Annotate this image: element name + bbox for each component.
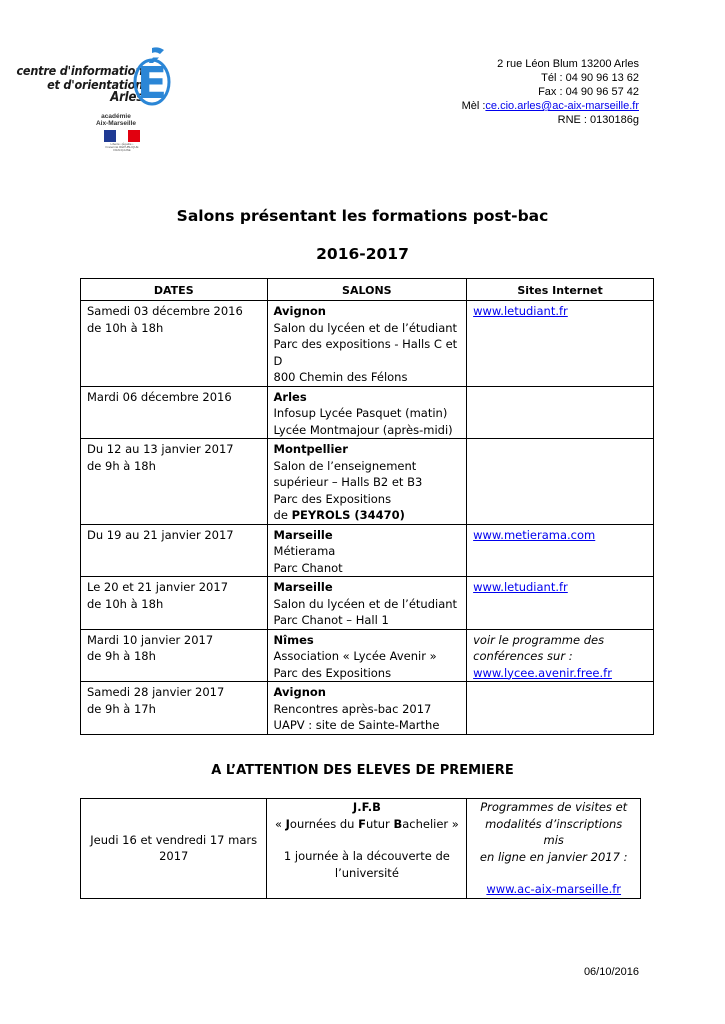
- premiere-date-cell: [81, 799, 267, 899]
- table-row: [81, 439, 654, 525]
- date-line: de 9h à 18h: [87, 458, 156, 473]
- flag-red-band: [128, 130, 140, 142]
- site-note-line: voir le programme des: [473, 632, 605, 647]
- row-site-cell: [467, 682, 654, 735]
- salon-line: Association « Lycée Avenir »: [273, 649, 437, 663]
- salon-city: Avignon: [273, 685, 326, 699]
- republique-text: Liberté • Égalité • Fraternité RÉPUBLIQUE FRANÇAISE: [105, 142, 139, 152]
- jfb-fullname: [273, 816, 460, 833]
- page-year: 2016-2017: [316, 245, 409, 263]
- logo-line-1: centre d'information: [16, 63, 143, 78]
- row-date-cell: [81, 301, 268, 387]
- site-link[interactable]: www.lycee.avenir.free.fr: [473, 665, 612, 680]
- date-line: Du 12 au 13 janvier 2017: [87, 442, 234, 456]
- premiere-site-link[interactable]: www.ac-aix-marseille.fr: [486, 882, 622, 896]
- salon-city: Montpellier: [273, 442, 348, 456]
- row-site-cell: [467, 439, 654, 525]
- row-date-cell: [81, 439, 268, 525]
- logo-line-2: et d'orientation: [47, 77, 143, 92]
- row-date-cell: [81, 577, 268, 630]
- salon-city: Nîmes: [273, 632, 314, 647]
- row-site-cell: [467, 301, 654, 387]
- date-line: Samedi 03 décembre 2016: [87, 304, 243, 318]
- spacer: [273, 832, 460, 848]
- jfb-desc-line: l’université: [334, 865, 399, 880]
- row-salon-cell: [267, 439, 467, 525]
- contact-mel: [462, 99, 639, 113]
- row-salon-cell: [267, 386, 467, 439]
- salon-city: Avignon: [273, 304, 326, 318]
- french-flag-icon: [104, 130, 140, 142]
- row-date-cell: [81, 386, 268, 439]
- table-row: [81, 799, 641, 899]
- site-link[interactable]: www.metierama.com: [473, 527, 596, 542]
- table-row: [81, 682, 654, 735]
- row-date-cell: [81, 524, 268, 577]
- premiere-note-line: modalités d’inscriptions mis: [485, 816, 623, 847]
- jfb-word: ournées du: [289, 816, 359, 831]
- row-date-cell: [81, 682, 268, 735]
- premiere-heading: A L’ATTENTION DES ELEVES DE PREMIERE: [211, 763, 514, 778]
- jfb-letter: J: [285, 816, 290, 831]
- row-salon-cell: [267, 301, 467, 387]
- premiere-site-cell: [467, 799, 641, 899]
- row-site-cell: [467, 577, 654, 630]
- header-sites: Sites Internet: [467, 279, 654, 301]
- logo-academie-label: académie: [101, 113, 131, 120]
- header-salons: SALONS: [267, 279, 467, 301]
- flag-blue-band: [104, 130, 116, 142]
- salon-line: Salon du lycéen et de l’étudiant: [273, 596, 458, 611]
- contact-address: 2 rue Léon Blum 13200 Arles: [497, 58, 639, 70]
- salon-line-bold: PEYROLS (34470): [291, 508, 405, 522]
- salon-line: Parc des expositions - Halls C et D: [273, 337, 458, 368]
- date-line: Le 20 et 21 janvier 2017: [87, 580, 229, 594]
- salon-line: 800 Chemin des Félons: [273, 370, 408, 384]
- row-site-cell: [467, 386, 654, 439]
- site-link[interactable]: www.letudiant.fr: [473, 304, 568, 318]
- jfb-word: utur: [365, 816, 394, 831]
- jfb-quote-open: «: [274, 816, 286, 831]
- contact-block: [462, 57, 639, 127]
- jfb-letter: F: [358, 816, 366, 831]
- salon-city: Arles: [273, 389, 307, 404]
- date-line: de 10h à 18h: [87, 320, 164, 335]
- salons-table: [80, 278, 654, 735]
- premiere-note-line: en ligne en janvier 2017 :: [479, 849, 628, 864]
- salon-line: supérieur – Halls B2 et B3: [273, 475, 423, 489]
- table-row: [81, 301, 654, 387]
- date-line: Mardi 10 janvier 2017: [87, 632, 214, 647]
- page-title: Salons présentant les formations post-bac: [176, 207, 549, 225]
- logo-e-letter: É: [136, 58, 168, 106]
- jfb-word: achelier: [402, 816, 449, 831]
- row-salon-cell: [267, 524, 467, 577]
- salon-line: Salon du lycéen et de l’étudiant: [273, 320, 458, 335]
- contact-fax: Fax : 04 90 96 57 42: [538, 86, 639, 98]
- premiere-date-line: 2017: [159, 849, 189, 864]
- salon-line: Lycée Montmajour (après-midi): [273, 422, 453, 437]
- table-header-row: [81, 279, 654, 301]
- salon-city: Marseille: [273, 580, 333, 594]
- date-line: Samedi 28 janvier 2017: [87, 685, 225, 699]
- salon-city: Marseille: [273, 527, 333, 542]
- row-site-cell: [467, 629, 654, 682]
- row-salon-cell: [267, 629, 467, 682]
- cio-logo: [16, 40, 185, 155]
- contact-rne: RNE : 0130186g: [557, 114, 639, 126]
- table-row: [81, 524, 654, 577]
- salon-line: Parc des Expositions: [273, 665, 392, 680]
- salon-line: UAPV : site de Sainte-Marthe: [273, 718, 440, 732]
- logo-academie: [88, 113, 144, 127]
- footer-date: 06/10/2016: [583, 966, 639, 978]
- premiere-note-line: Programmes de visites et: [480, 800, 628, 814]
- salon-line: [274, 507, 461, 524]
- logo-e-icon: [132, 46, 180, 106]
- contact-email-link[interactable]: ce.cio.arles@ac-aix-marseille.fr: [485, 100, 639, 112]
- date-line: Mardi 06 décembre 2016: [87, 389, 232, 404]
- header-dates: DATES: [81, 279, 268, 301]
- site-link[interactable]: www.letudiant.fr: [473, 580, 568, 594]
- salon-line: Parc Chanot – Hall 1: [273, 613, 389, 627]
- row-date-cell: [81, 629, 268, 682]
- spacer: [473, 865, 634, 881]
- jfb-title: J.F.B: [352, 800, 381, 814]
- jfb-desc-line: 1 journée à la découverte de: [283, 849, 450, 863]
- salon-line: Rencontres après-bac 2017: [273, 701, 432, 716]
- salon-line: Infosup Lycée Pasquet (matin): [273, 406, 448, 420]
- row-salon-cell: [267, 577, 467, 630]
- site-note-line: conférences sur :: [473, 649, 573, 663]
- date-line: Du 19 au 21 janvier 2017: [87, 527, 234, 542]
- jfb-quote-close: »: [448, 816, 459, 831]
- table-row: [81, 629, 654, 682]
- salon-line-prefix: de: [273, 508, 292, 522]
- table-row: [81, 577, 654, 630]
- salon-line: Parc Chanot: [273, 560, 343, 575]
- row-salon-cell: [267, 682, 467, 735]
- contact-mel-label: Mèl :: [461, 100, 486, 112]
- table-row: [81, 386, 654, 439]
- salon-line: Parc des Expositions: [273, 491, 392, 506]
- premiere-date-line: Jeudi 16 et vendredi 17 mars: [90, 832, 258, 847]
- row-site-cell: [467, 524, 654, 577]
- salon-line: Salon de l’enseignement: [273, 458, 417, 473]
- logo-line-3: Arles: [110, 90, 143, 105]
- jfb-letter: B: [393, 816, 403, 831]
- logo-academie-name: Aix-Marseille: [95, 120, 137, 127]
- date-line: de 9h à 18h: [87, 649, 156, 663]
- date-line: de 9h à 17h: [87, 701, 156, 716]
- premiere-table: [80, 798, 641, 899]
- salon-line: Métierama: [273, 544, 336, 558]
- date-line: de 10h à 18h: [87, 596, 164, 611]
- flag-white-band: [116, 130, 128, 142]
- premiere-event-cell: [267, 799, 467, 899]
- contact-tel: Tél : 04 90 96 13 62: [541, 72, 639, 84]
